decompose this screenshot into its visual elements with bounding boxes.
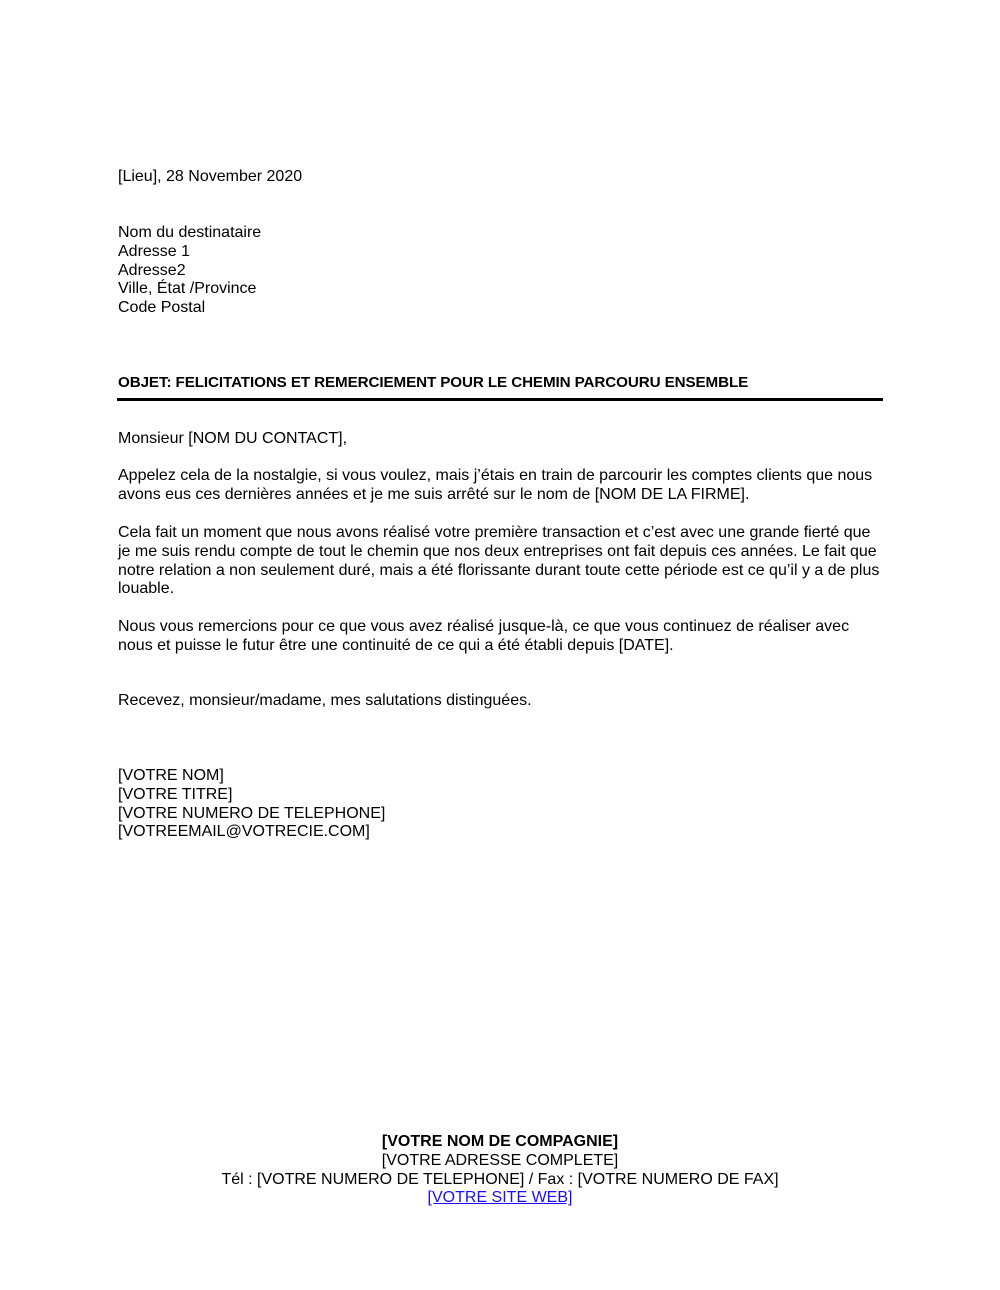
- footer-address: [VOTRE ADRESSE COMPLETE]: [381, 1151, 619, 1169]
- body-paragraph-3: Nous vous remercions pour ce que vous avez réalisé jusque-là, ce que vous continuez de réaliser avec nous et puisse le futur être une continuité de ce qui a été établi depuis [DATE].: [118, 618, 850, 654]
- recipient-postal-code: Code Postal: [118, 299, 206, 317]
- salutation-text: Monsieur [NOM DU CONTACT],: [118, 430, 348, 447]
- subject-divider: [117, 398, 883, 401]
- date-text: [Lieu], 28 November 2020: [118, 168, 303, 185]
- date-line: [118, 168, 884, 187]
- recipient-address: [118, 224, 884, 318]
- closing-text: Recevez, monsieur/madame, mes salutations distinguées.: [118, 692, 532, 709]
- recipient-address2: Adresse2: [118, 261, 186, 279]
- signature-email: [VOTREEMAIL@VOTRECIE.COM]: [118, 823, 370, 841]
- footer-company-name: [VOTRE NOM DE COMPAGNIE]: [381, 1133, 619, 1150]
- closing: [118, 692, 884, 711]
- signature-name: [VOTRE NOM]: [118, 767, 224, 784]
- footer-website-link[interactable]: [VOTRE SITE WEB]: [427, 1189, 573, 1207]
- subject-line: [118, 374, 884, 393]
- body-paragraph-2: Cela fait un moment que nous avons réalisé votre première transaction et c’est avec une grande fierté que je me suis rendu compte de tout le chemin que nos deux entreprises ont fait depuis ces années. Le fait que notre relation a non seulement duré, mais a été florissante durant toute cette période est ce qu’il y a de plus louable.: [118, 524, 880, 598]
- signature-phone: [VOTRE NUMERO DE TELEPHONE]: [118, 804, 386, 822]
- signature-block: [118, 767, 884, 842]
- salutation: [118, 430, 884, 449]
- recipient-name: Nom du destinataire: [118, 224, 262, 241]
- recipient-address1: Adresse 1: [118, 242, 191, 260]
- recipient-city-state: Ville, État /Province: [118, 280, 257, 298]
- subject-text: OBJET: FELICITATIONS ET REMERCIEMENT POUR LE CHEMIN PARCOURU ENSEMBLE: [118, 374, 749, 391]
- signature-title: [VOTRE TITRE]: [118, 785, 233, 803]
- letterhead-footer: [0, 1133, 1000, 1208]
- footer-contact: Tél : [VOTRE NUMERO DE TELEPHONE] / Fax : [VOTRE NUMERO DE FAX]: [221, 1170, 779, 1188]
- body-paragraph-1: Appelez cela de la nostalgie, si vous voulez, mais j’étais en train de parcourir les comptes clients que nous avons eus ces dernières années et je me suis arrêté sur le nom de [NOM DE LA FIRME].: [118, 467, 873, 503]
